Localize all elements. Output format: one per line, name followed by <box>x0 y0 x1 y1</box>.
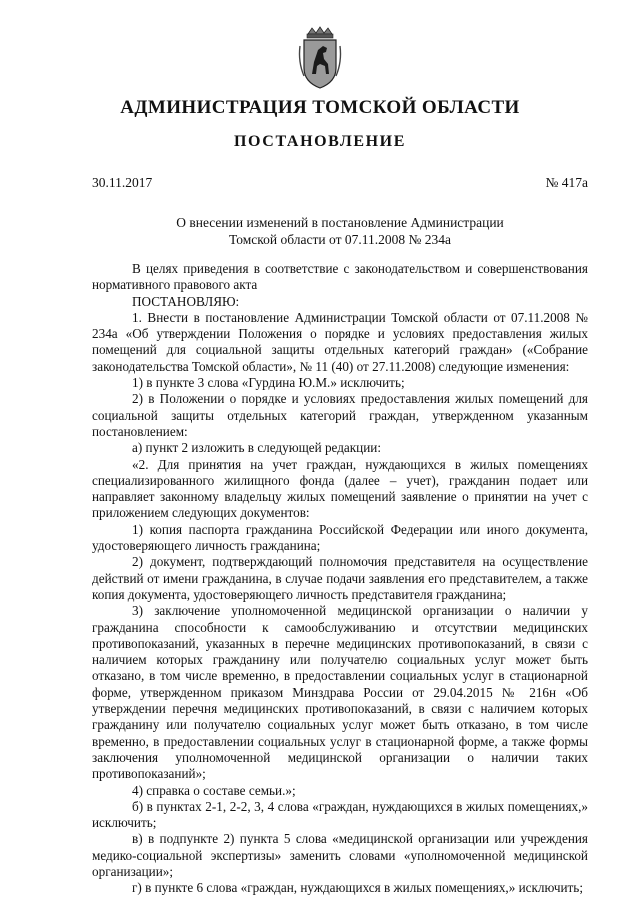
subject-line: Томской области от 07.11.2008 № 234а <box>229 232 451 247</box>
body-paragraph: г) в пункте 6 слова «граждан, нуждающихся в жилых помещениях,» исключить; <box>132 880 583 896</box>
preamble-paragraph: В целях приведения в соответствие с законодательством и совершенствования нормативного правового акта <box>92 261 588 293</box>
body-paragraph: в) в подпункте 2) пункта 5 слова «медицинской организации или учреждения медико-социальной экспертизы» заменить словами «уполномоченной медицинской организации»; <box>92 831 588 879</box>
coat-of-arms-icon <box>296 26 344 90</box>
body-paragraph: 4) справка о составе семьи.»; <box>132 782 296 798</box>
document-number: № 417а <box>545 175 588 190</box>
body-paragraph: «2. Для принятия на учет граждан, нуждающихся в жилых помещениях специализированного жилищного фонда (далее – учет), гражданин подает или направляет законному владельцу жилых помещений заявление о принятии на учет с приложением следующих документов: <box>92 456 588 521</box>
document-body <box>92 261 588 897</box>
body-paragraph: 3) заключение уполномоченной медицинской организации о наличии у гражданина способности к самообслуживанию и отсутствии медицинских противопоказаний, указанных в перечне медицинских противопоказаний, в связи с наличием которых гражданину или получателю социальных услуг может быть отказано, в том числе временно, в предоставлении социальных услуг в стационарной форме, утвержденном приказом Минздрава России от 29.04.2015 № 216н «Об утверждении перечня медицинских противопоказаний, в связи с наличием которых гражданину или получателю социальных услуг может быть отказано, в том числе временно, в предоставлении социальных услуг в стационарной форме, а также формы заключения уполномоченной медицинской организации о наличии таких противопоказаний»; <box>92 603 588 782</box>
body-paragraph: 1) копия паспорта гражданина Российской Федерации или иного документа, удостоверяющего личность гражданина; <box>92 521 588 554</box>
body-paragraph: а) пункт 2 изложить в следующей редакции: <box>132 440 382 456</box>
document-date: 30.11.2017 <box>92 175 153 190</box>
organization-title: АДМИНИСТРАЦИЯ ТОМСКОЙ ОБЛАСТИ <box>120 97 520 118</box>
subject-line: О внесении изменений в постановление Администрации <box>176 215 504 230</box>
body-paragraph: 2) в Положении о порядке и условиях предоставления жилых помещений для социальной защиты отдельных категорий граждан, утвержденном указанным постановлением: <box>92 391 588 439</box>
body-paragraph: б) в пунктах 2-1, 2-2, 3, 4 слова «граждан, нуждающихся в жилых помещениях,» исключить; <box>92 798 588 831</box>
body-paragraph: 2) документ, подтверждающий полномочия представителя на осуществление действий от имени гражданина, в случае подачи заявления его представителем, а также копия документа, удостоверяющего личность представителя гражданина; <box>92 554 588 602</box>
body-paragraph: 1) в пункте 3 слова «Гурдина Ю.М.» исключить; <box>132 375 405 391</box>
document-type-heading: ПОСТАНОВЛЕНИЕ <box>234 133 406 150</box>
body-paragraph: 1. Внести в постановление Администрации Томской области от 07.11.2008 № 234а «Об утверждении Положения о порядке и условиях предоставления жилых помещений для социальной защиты отдельных категорий граждан» («Собрание законодательства Томской области», № 11 (40) от 27.11.2008) следующие изменения: <box>92 309 588 374</box>
resolve-heading: ПОСТАНОВЛЯЮ: <box>132 293 240 309</box>
document-subject <box>92 214 588 248</box>
